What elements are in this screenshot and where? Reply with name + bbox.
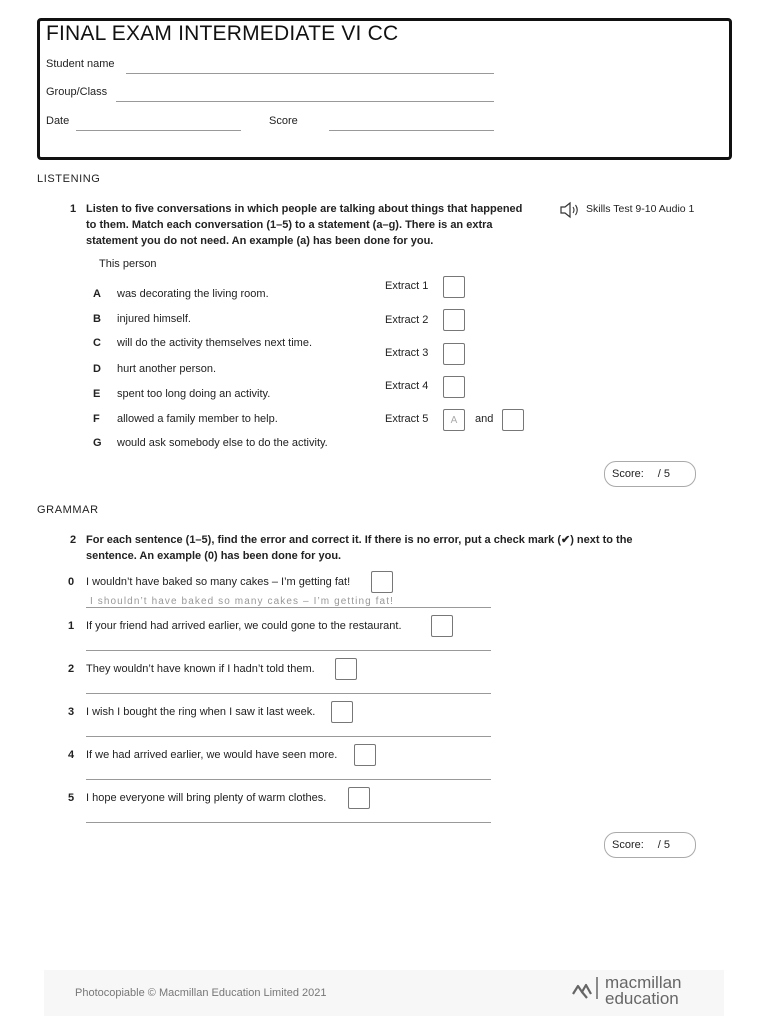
date-field[interactable] (76, 130, 241, 131)
statement-letter: F (93, 413, 100, 425)
check-box[interactable] (348, 787, 370, 809)
check-box[interactable] (335, 658, 357, 680)
item-number: 0 (68, 576, 75, 588)
extract-2-label: Extract 2 (385, 314, 429, 326)
item-number: 3 (68, 706, 75, 718)
instruction-line: sentence. An example (0) has been done for you. (86, 550, 342, 562)
statement-text: was decorating the living room. (117, 288, 269, 300)
grammar-score-badge (604, 832, 696, 858)
check-box[interactable] (431, 615, 453, 637)
date-label: Date (46, 115, 70, 127)
score-label: Score: (612, 468, 644, 480)
score-total: / 5 (657, 468, 671, 480)
score-label: Score (269, 115, 298, 127)
instruction-line: statement you do not need. An example (a) has been done for you. (86, 235, 434, 247)
item-number: 1 (68, 620, 75, 632)
statement-letter: A (93, 288, 101, 300)
statement-letter: E (93, 388, 101, 400)
group-class-field[interactable] (116, 101, 494, 102)
brand-line: macmillan (605, 973, 682, 992)
extract-5-label: Extract 5 (385, 413, 429, 425)
student-name-field[interactable] (126, 73, 494, 74)
extract-3-answer-box[interactable] (443, 343, 465, 365)
answer-line[interactable] (86, 650, 491, 651)
instruction-line: to them. Match each conversation (1–5) to a statement (a–g). There is an extra (86, 219, 493, 231)
score-total: / 5 (657, 839, 671, 851)
statement-text: will do the activity themselves next time. (117, 337, 313, 349)
extract-4-label: Extract 4 (385, 380, 429, 392)
item-sentence: I wish I bought the ring when I saw it last week. (86, 706, 316, 718)
item-number: 5 (68, 792, 75, 804)
statement-letter: G (93, 437, 102, 449)
group-class-label: Group/Class (46, 86, 108, 98)
question-number: 1 (70, 203, 77, 215)
exam-title: FINAL EXAM INTERMEDIATE VI CC (46, 22, 399, 45)
statement-text: allowed a family member to help. (117, 413, 278, 425)
statement-letter: B (93, 313, 101, 325)
check-box[interactable] (354, 744, 376, 766)
score-field[interactable] (329, 130, 494, 131)
item-number: 2 (68, 663, 75, 675)
extract-1-label: Extract 1 (385, 280, 429, 292)
statement-intro: This person (99, 258, 157, 270)
extract-3-label: Extract 3 (385, 347, 429, 359)
item-sentence: I hope everyone will bring plenty of warm clothes. (86, 792, 327, 804)
example-answer: I shouldn’t have baked so many cakes – I’m getting fat! (90, 596, 394, 607)
statement-text: hurt another person. (117, 363, 217, 375)
check-box[interactable] (371, 571, 393, 593)
statement-text: spent too long doing an activity. (117, 388, 271, 400)
answer-line[interactable] (86, 736, 491, 737)
audio-label: Skills Test 9-10 Audio 1 (586, 203, 695, 215)
copyright-notice: Photocopiable © Macmillan Education Limited 2021 (75, 987, 327, 999)
student-name-label: Student name (46, 58, 115, 70)
grammar-instructions (86, 532, 686, 564)
answer-line[interactable] (86, 822, 491, 823)
extract-5-example-box[interactable]: A (443, 409, 465, 431)
extract-4-answer-box[interactable] (443, 376, 465, 398)
brand-wordmark (605, 975, 682, 1007)
brand-line: education (605, 989, 679, 1008)
answer-line[interactable] (86, 693, 491, 694)
answer-line[interactable] (86, 779, 491, 780)
item-sentence: If your friend had arrived earlier, we could gone to the restaurant. (86, 620, 402, 632)
listening-section-title: LISTENING (37, 173, 101, 185)
item-sentence: I wouldn’t have baked so many cakes – I’m getting fat! (86, 576, 351, 588)
grammar-section-title: GRAMMAR (37, 504, 99, 516)
statement-letter: D (93, 363, 101, 375)
extract-1-answer-box[interactable] (443, 276, 465, 298)
instruction-line: Listen to five conversations in which people are talking about things that happened (86, 203, 523, 215)
item-sentence: They wouldn’t have known if I hadn’t told them. (86, 663, 315, 675)
item-sentence: If we had arrived earlier, we would have seen more. (86, 749, 338, 761)
extract-2-answer-box[interactable] (443, 309, 465, 331)
statement-text: would ask somebody else to do the activity. (117, 437, 328, 449)
statement-text: injured himself. (117, 313, 191, 325)
extract-5-answer-box[interactable] (502, 409, 524, 431)
check-box[interactable] (331, 701, 353, 723)
and-label: and (475, 413, 494, 425)
question-number: 2 (70, 534, 77, 546)
listening-score-badge (604, 461, 696, 487)
statement-letter: C (93, 337, 101, 349)
answer-line[interactable] (86, 607, 491, 608)
speaker-icon[interactable] (559, 200, 581, 220)
item-number: 4 (68, 749, 75, 761)
macmillan-logo-icon (572, 976, 600, 1000)
listening-instructions (86, 201, 551, 249)
instruction-line: For each sentence (1–5), find the error and correct it. If there is no error, put a check mark (✔) next to the (86, 534, 633, 546)
score-label: Score: (612, 839, 644, 851)
